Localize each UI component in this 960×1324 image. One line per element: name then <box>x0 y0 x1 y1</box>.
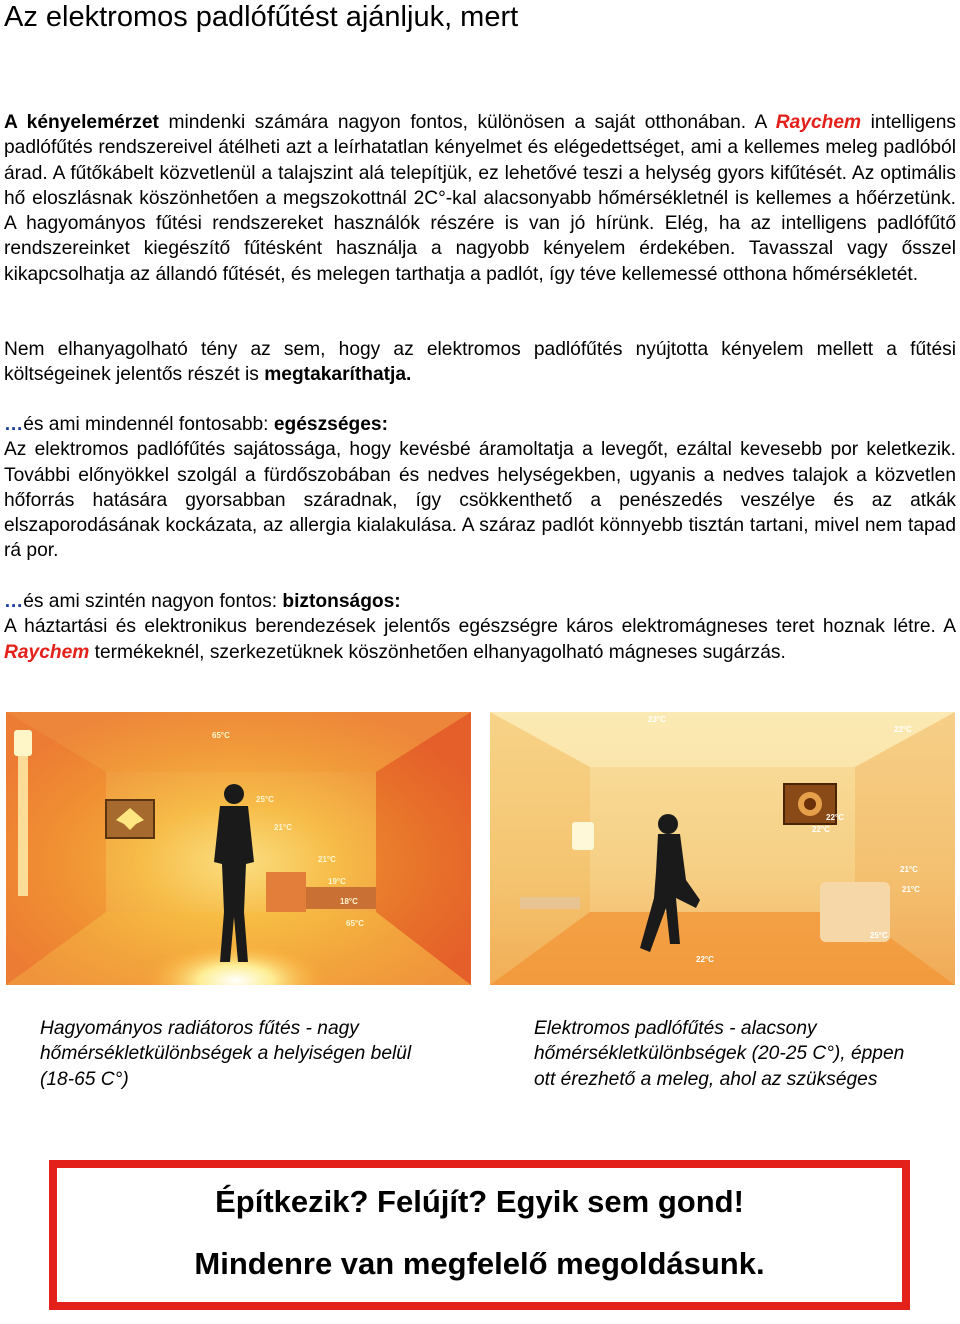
banner-line-1: Építkezik? Felújít? Egyik sem gond! <box>215 1184 744 1219</box>
temp-label: 65°C <box>346 919 364 928</box>
temp-label: 23°C <box>648 715 666 724</box>
temp-label: 22°C <box>696 955 714 964</box>
savings-paragraph <box>4 337 956 388</box>
health-paragraph <box>4 412 956 564</box>
temp-label: 19°C <box>328 877 346 886</box>
safety-ellipsis: … <box>4 591 24 612</box>
safety-paragraph <box>4 589 956 665</box>
temp-label: 21°C <box>902 885 920 894</box>
temp-label: 22°C <box>812 825 830 834</box>
health-body: Az elektromos padlófűtés sajátossága, hogy kevésbé áramoltatja a levegőt, ezáltal kevesebb por keletkezik. További előnyökkel szolgál a fürdőszobában és nedves helységekben, ugyanis a nedves talajok a közvetlen hőforrás hatására gyorsabban száradnak, így csökkenthető a penészedés veszélye és az atkák elszaporodásának kockázata, az allergia kialakulása. A száraz padlót könnyebb tisztán tartani, mivel nem tapad rá por. <box>4 439 956 562</box>
savings-text: Nem elhanyagolható tény az sem, hogy az elektromos padlófűtés nyújtotta kényelem mellett a fűtési költségeinek jelentős részét is <box>4 339 956 386</box>
right-image-caption: Elektromos padlófűtés - alacsony hőmérsékletkülönbségek (20-25 C°), éppen ott érezhető a meleg, ahol az szükséges <box>534 1018 905 1090</box>
savings-bold: megtakaríthatja. <box>264 364 412 386</box>
health-ellipsis: … <box>4 414 24 435</box>
safety-heading-bold: biztonságos: <box>282 591 401 612</box>
callout-banner <box>49 1160 910 1310</box>
temp-label: 18°C <box>340 897 358 906</box>
temp-label: 21°C <box>274 823 292 832</box>
temp-label: 22°C <box>826 813 844 822</box>
temp-label: 65°C <box>212 731 230 740</box>
lead-bold: A kényelemérzet <box>4 112 159 133</box>
page-title: Az elektromos padlófűtést ajánljuk, mert <box>4 1 519 33</box>
safety-heading-prefix: és ami szintén nagyon fontos: <box>23 591 283 612</box>
floor-heating-image <box>490 712 955 985</box>
safety-text-1: A háztartási és elektronikus berendezések jelentős egészségre káros elektromágneses teret hoznak létre. A <box>4 616 956 638</box>
temp-label: 25°C <box>256 795 274 804</box>
brand-raychem-2: Raychem <box>4 641 90 663</box>
safety-text-2: termékeknél, szerkezetüknek köszönhetően elhanyagolható mágneses sugárzás. <box>89 641 786 663</box>
temp-label: 25°C <box>870 931 888 940</box>
left-image-caption: Hagyományos radiátoros fűtés - nagy hőmérsékletkülönbségek a helyiségen belül (18-65 C°) <box>40 1018 412 1090</box>
temp-label: 22°C <box>894 725 912 734</box>
brand-raychem: Raychem <box>775 112 862 133</box>
intro-paragraph <box>4 110 956 287</box>
health-heading-prefix: és ami mindennél fontosabb: <box>23 414 274 435</box>
radiator-heating-image <box>6 712 471 985</box>
health-heading-bold: egészséges: <box>273 414 388 435</box>
temp-label: 21°C <box>318 855 336 864</box>
banner-line-2: Mindenre van megfelelő megoldásunk. <box>194 1246 765 1281</box>
intro-text-1: mindenki számára nagyon fontos, különösen a saját otthonában. A <box>158 112 776 133</box>
temp-label: 21°C <box>900 865 918 874</box>
intro-text-2: intelligens padlófűtés rendszereivel átélheti azt a leírhatatlan kényelmet és elégedettséget, ami a kellemes meleg padlóból árad. A fűtőkábelt közvetlenül a talajszint alá telepítjük, ez lehetővé teszi a helység gyors kifűtését. Az optimális hő eloszlásnak köszönhetően a megszokottnál 2C°-kal alacsonyabb hőmérsékletnél is kellemes a hőérzetünk. A hagyományos fűtési rendszereket használók részére is van jó hírünk. Elég, ha az intelligens padlófűtő rendszereinket kiegészítő fűtésként használja a nagyobb kényelem érdekében. Tavasszal vagy ősszel kikapcsolhatja az állandó fűtését, és melegen tarthatja a padlót, így téve kellemessé otthona hőmérsékletét. <box>4 112 956 285</box>
